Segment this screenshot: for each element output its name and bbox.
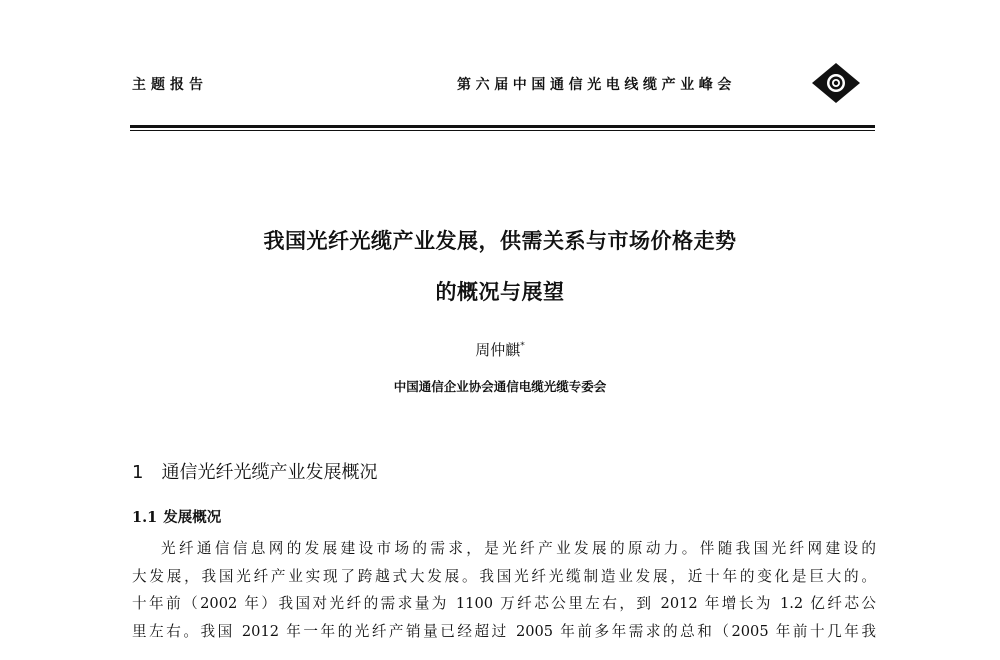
author-affiliation: 中国通信企业协会通信电缆光缆专委会: [393, 379, 607, 394]
paper-title-line-1: 我国光纤光缆产业发展，供需关系与市场价格走势: [263, 229, 737, 253]
author-footnote-mark: *: [520, 341, 525, 351]
conference-logo-icon: [811, 62, 861, 104]
header-rule-thick: [130, 125, 875, 128]
body-line: 大发展，我国光纤产业实现了跨越式大发展。我国光纤光缆制造业发展，近十年的变化是巨大的。: [132, 567, 876, 585]
author: [0, 339, 1000, 360]
body-line: 光纤通信信息网的发展建设市场的需求，是光纤产业发展的原动力。伴随我国光纤网建设的: [161, 540, 876, 557]
section-title: 通信光纤光缆产业发展概况: [161, 462, 378, 483]
subsection-heading-1-1: [132, 506, 221, 527]
section-heading-1: [132, 458, 377, 484]
running-header-left: 主题报告: [132, 77, 208, 93]
body-line: 里左右。我国 2012 年一年的光纤产销量已经超过 2005 年前多年需求的总和（2005 年前十几年我: [132, 622, 876, 640]
body-line: 十年前（2002 年）我国对光纤的需求量为 1100 万纤芯公里左右，到 2012 年增长为 1.2 亿纤芯公: [132, 595, 876, 612]
header-rule-thin: [130, 130, 875, 131]
paper-title-line-2: 的概况与展望: [435, 280, 565, 304]
subsection-title: 发展概况: [163, 510, 222, 526]
subsection-number: 1.1: [132, 509, 158, 526]
author-name: 周仲麒: [475, 341, 521, 359]
body-paragraph: [132, 535, 876, 645]
running-header-right: 第六届中国通信光电线缆产业峰会: [457, 77, 736, 93]
section-number: 1: [132, 462, 144, 483]
